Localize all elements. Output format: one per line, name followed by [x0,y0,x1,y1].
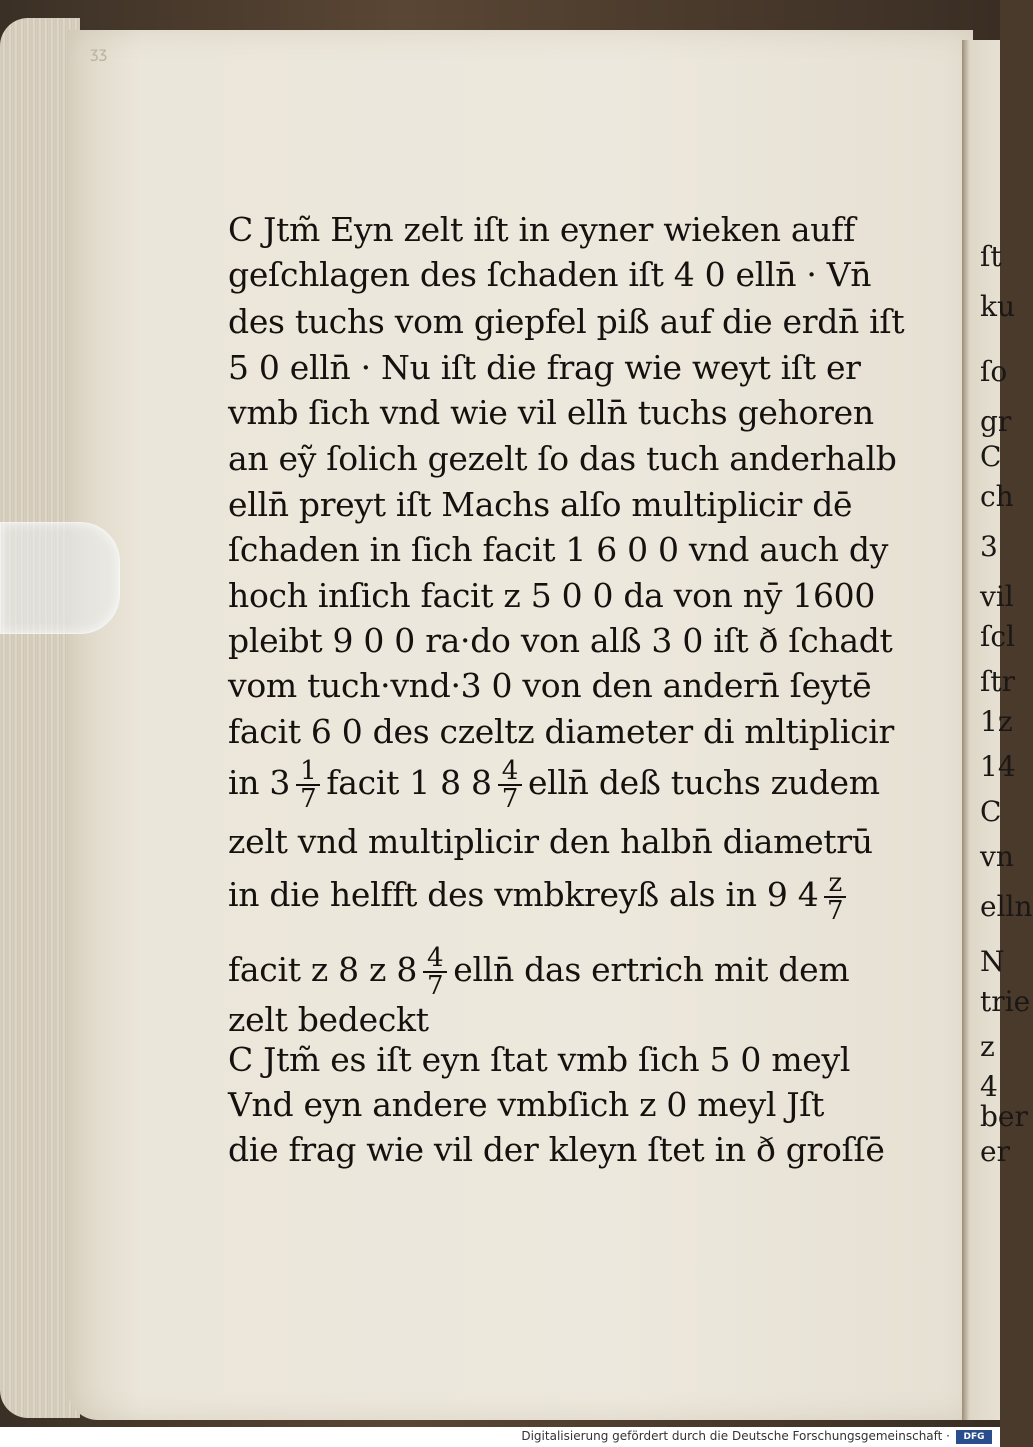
fraction-numerator: 4 [498,758,522,786]
next-page-fragment: ſo [980,355,1008,388]
page-clip [0,522,120,634]
next-page-edge [962,40,1033,1420]
text-segment: elln̄ deß tuchs zudem [527,763,880,802]
next-page-fragment: vil [980,580,1014,613]
fraction [296,758,320,812]
next-page-fragment: 3 [980,530,998,563]
next-page-fragment: 4 [980,1070,998,1103]
text-line-with-fraction [228,870,852,924]
dfg-logo: DFG [956,1430,992,1444]
text-line: pleibt 9 0 0 ra·do von alß 3 0 iſt ð ſchadt [228,621,893,660]
text-line: zelt vnd multiplicir den halbn̄ diametrū [228,822,873,861]
page-number: ʒʒ [90,44,108,62]
next-page-fragment: ſcl [980,620,1015,653]
text-line: Vnd eyn andere vmbſich z 0 meyl Jſt [228,1085,825,1124]
next-page-fragment: ber [980,1100,1028,1133]
text-line: 5 0 elln̄ · Nu iſt die frag wie weyt iſt er [228,348,861,387]
fraction-denominator: 7 [501,784,518,814]
fraction-numerator: z [824,870,845,898]
next-page-fragment: C [980,795,1002,828]
text-line: die frag wie vil der kleyn ſtet in ð groſſē [228,1130,885,1169]
next-page-fragment: er [980,1135,1010,1168]
text-line: C Jtm̃ es iſt eyn ſtat vmb ſich 5 0 meyl [228,1040,851,1079]
text-line: hoch inſich facit z 5 0 0 da von nȳ 1600 [228,576,876,615]
next-page-fragment: ch [980,480,1014,513]
text-line: ſchaden in ſich facit 1 6 0 0 vnd auch dy [228,530,889,569]
footer-credit: Digitalisierung gefördert durch die Deutsche Forschungsgemeinschaft · [521,1429,950,1443]
next-page-fragment: ku [980,290,1015,323]
fraction-numerator: 1 [296,758,320,786]
next-page-fragment: trie [980,985,1031,1018]
next-page-fragment: gr [980,405,1012,438]
text-line: des tuchs vom giepfel piß auf die erdn̄ iſt [228,302,905,341]
next-page-fragment: elln [980,890,1033,923]
text-line: an eỹ ſolich gezelt ſo das tuch anderhalb [228,439,897,478]
text-line: geſchlagen des ſchaden iſt 4 0 elln̄ · Vn̄ [228,255,872,294]
next-page-fragment: ſtr [980,665,1015,698]
text-line-with-fractions [228,758,880,812]
text-line: elln̄ preyt iſt Machs alſo multiplicir dē [228,485,853,524]
text-line: vom tuch·vnd·3 0 von den andern̄ ſeytē [228,666,872,705]
text-segment: elln̄ das ertrich mit dem [453,950,850,989]
fraction-denominator: 7 [300,784,317,814]
text-segment: facit z 8 z 8 [228,950,418,989]
fraction [423,945,447,999]
text-segment: facit 1 8 8 [326,763,492,802]
next-page-fragment: 14 [980,750,1016,783]
footer-bar [0,1427,1000,1447]
text-line-with-fraction [228,945,849,999]
text-line: C Jtm̃ Eyn zelt iſt in eyner wieken auff [228,210,855,249]
next-page-fragment: C [980,440,1002,473]
text-line: facit 6 0 des czeltz diameter di mltiplicir [228,712,895,751]
next-page-fragment: vn [980,840,1014,873]
text-segment: in die helfft des vmbkreyß als in 9 4 [228,875,819,914]
fraction [824,870,845,924]
next-page-fragment: N [980,945,1005,978]
next-page-fragment: z [980,1030,995,1063]
next-page-fragment: 1z [980,705,1013,738]
fraction-numerator: 4 [423,945,447,973]
fraction [498,758,522,812]
fraction-denominator: 7 [427,971,444,1001]
text-line: zelt bedeckt [228,1000,429,1039]
next-page-fragment: ſt [980,240,1002,273]
text-segment: in 3 [228,763,291,802]
text-line: vmb ſich vnd wie vil elln̄ tuchs gehoren [228,393,874,432]
fraction-denominator: 7 [827,896,844,926]
